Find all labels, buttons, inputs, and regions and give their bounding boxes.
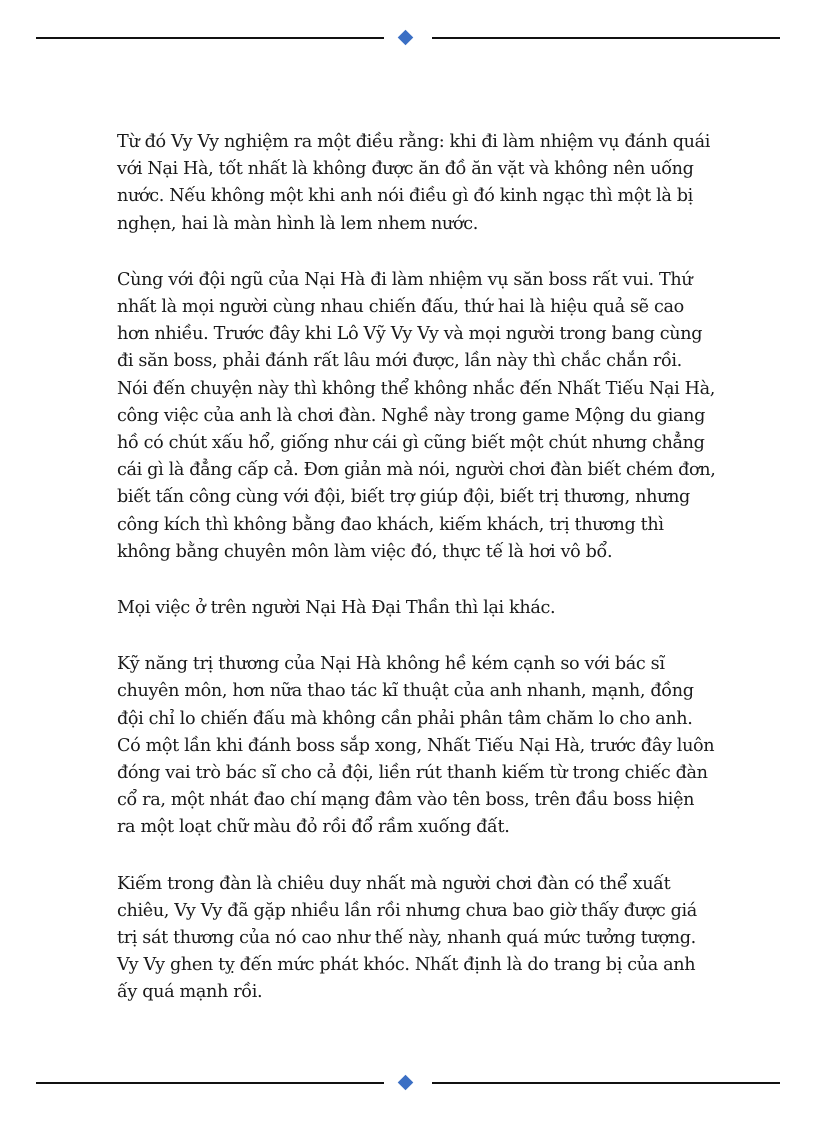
divider-line-right [432,1082,780,1084]
paragraph: Mọi việc ở trên người Nại Hà Đại Thần thì lại khác. [117,598,556,619]
diamond-ornament-icon [398,30,414,46]
paragraph: Cùng với đội ngũ của Nại Hà đi làm nhiệm vụ săn boss rất vui. Thứ nhất là mọi người cùng nhau chiến đấu, thứ hai là hiệu quả sẽ cao hơn nhiều. Trước đây khi Lô Vỹ Vy Vy và mọi người trong bang cùng đi săn boss, phải đánh rất lâu mới được, lần này thì chắc chắn rồi. Nói đến chuyện này thì không thể không nhắc đến Nhất Tiếu Nại Hà, công việc của anh là chơi đàn. Nghề này trong game Mộng du giang hồ có chút xấu hổ, giống như cái gì cũng biết một chút nhưng chẳng cái gì là đẳng cấp cả. Đơn giản mà nói, người chơi đàn biết chém đơn, biết tấn công cùng với đội, biết trợ giúp đội, biết trị thương, nhưng công kích thì không bằng đao khách, kiếm khách, trị thương thì không bằng chuyên môn làm việc đó, thực tế là hơi vô bổ. [117,269,716,562]
diamond-ornament-icon [398,1075,414,1091]
paragraph: Từ đó Vy Vy nghiệm ra một điều rằng: khi đi làm nhiệm vụ đánh quái với Nại Hà, tốt nhất là không được ăn đồ ăn vặt và không nên uống nước. Nếu không một khi anh nói điều gì đó kinh ngạc thì một là bị nghẹn, hai là màn hình là lem nhem nước. [117,132,711,234]
paragraph: Kiếm trong đàn là chiêu duy nhất mà người chơi đàn có thể xuất chiêu, Vy Vy đã gặp nhiều lần rồi nhưng chưa bao giờ thấy được giá trị sát thương của nó cao như thế này, nhanh quá mức tưởng tượng. Vy Vy ghen tỵ đến mức phát khóc. Nhất định là do trang bị của anh ấy quá mạnh rồi. [117,873,697,1003]
top-ornament-divider [0,28,816,48]
paragraph: Kỹ năng trị thương của Nại Hà không hề kém cạnh so với bác sĩ chuyên môn, hơn nữa thao tác kĩ thuật của anh nhanh, mạnh, đồng đội chỉ lo chiến đấu mà không cần phải phân tâm chăm lo cho anh. Có một lần khi đánh boss sắp xong, Nhất Tiếu Nại Hà, trước đây luôn đóng vai trò bác sĩ cho cả đội, liền rút thanh kiếm từ trong chiếc đàn cổ ra, một nhát đao chí mạng đâm vào tên boss, trên đầu boss hiện ra một loạt chữ màu đỏ rồi đổ rầm xuống đất. [117,654,715,838]
divider-line-right [432,37,780,39]
page-body [117,129,717,1036]
divider-line-left [36,37,384,39]
bottom-ornament-divider [0,1073,816,1093]
divider-line-left [36,1082,384,1084]
